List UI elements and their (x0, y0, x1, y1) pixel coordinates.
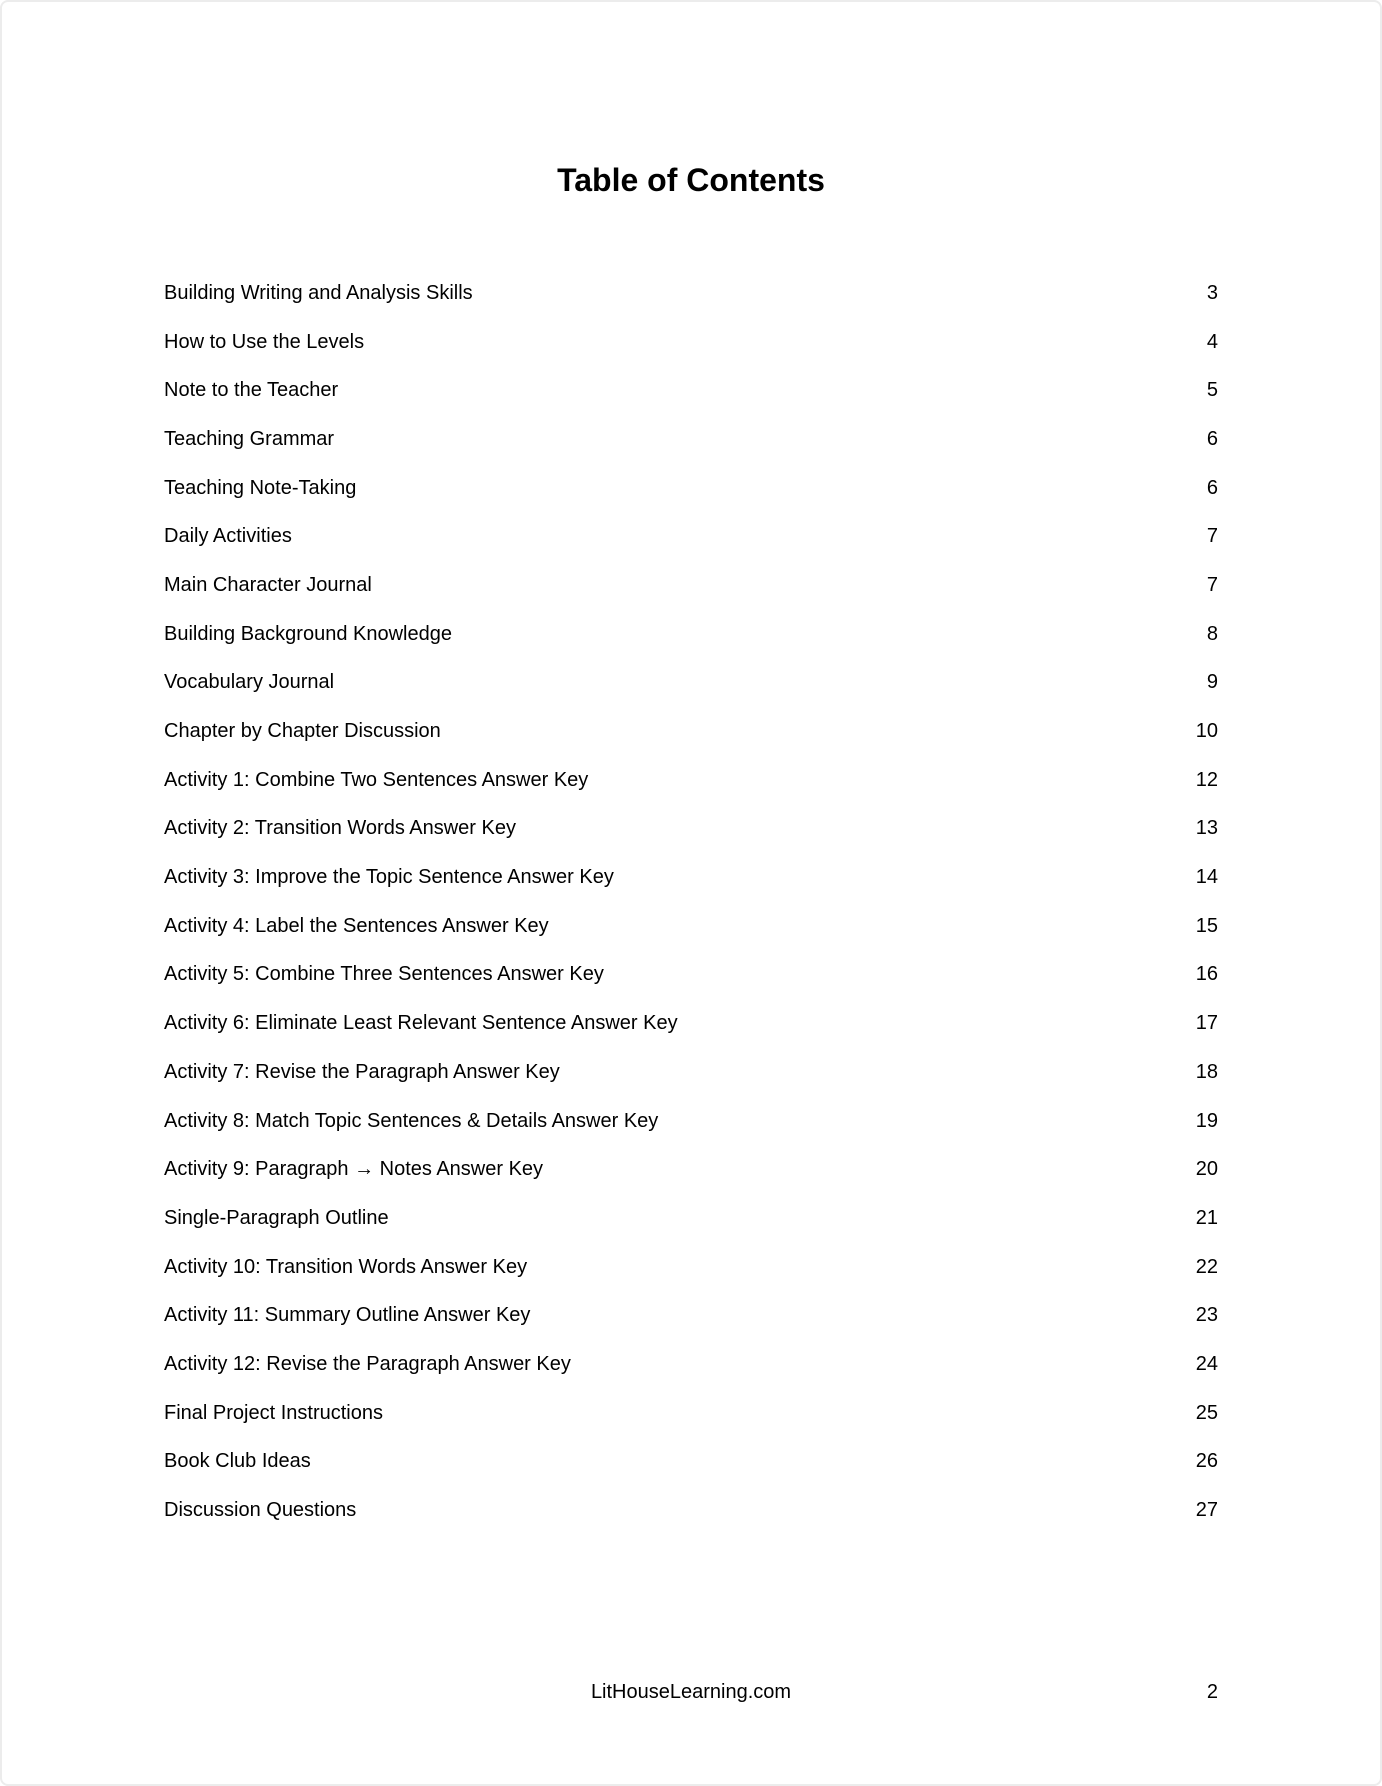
toc-entry-page-number: 19 (1195, 1109, 1218, 1132)
toc-entry-page-number: 7 (1206, 573, 1218, 596)
toc-row (164, 415, 1218, 464)
toc-row (164, 1486, 1218, 1535)
toc-row (164, 366, 1218, 415)
footer-site-name: LitHouseLearning.com (590, 1681, 792, 1703)
toc-row (164, 1438, 1218, 1487)
toc-entry-label: Final Project Instructions (164, 1401, 383, 1424)
toc-entry-page-number: 23 (1195, 1304, 1218, 1327)
toc-row (164, 805, 1218, 854)
toc-row (164, 902, 1218, 951)
toc-row (164, 1389, 1218, 1438)
toc-row (164, 1145, 1218, 1194)
toc-entry-page-number: 25 (1195, 1401, 1218, 1424)
toc-entry-label: Book Club Ideas (164, 1450, 311, 1473)
toc-row (164, 318, 1218, 367)
toc-entry-label: Activity 6: Eliminate Least Relevant Sentence Answer Key (164, 1012, 678, 1035)
footer-page-number: 2 (1206, 1681, 1218, 1703)
page-title: Table of Contents (557, 162, 825, 198)
toc-row (164, 1291, 1218, 1340)
toc-row (164, 1048, 1218, 1097)
toc-row (164, 756, 1218, 805)
toc-entry-page-number: 6 (1206, 476, 1218, 499)
toc-entry-page-number: 24 (1195, 1352, 1218, 1375)
toc-row (164, 561, 1218, 610)
toc-row (164, 269, 1218, 318)
toc-entry-label: Activity 3: Improve the Topic Sentence Answer Key (164, 866, 614, 889)
toc-entry-label: Chapter by Chapter Discussion (164, 720, 441, 743)
toc-entry-page-number: 18 (1195, 1060, 1218, 1083)
toc-row (164, 999, 1218, 1048)
toc-entry-page-number: 3 (1206, 281, 1218, 304)
toc-entry-page-number: 8 (1206, 622, 1218, 645)
toc-entry-page-number: 12 (1195, 768, 1218, 791)
toc-entry-page-number: 13 (1195, 817, 1218, 840)
table-of-contents (164, 269, 1218, 1535)
toc-row (164, 464, 1218, 513)
toc-entry-page-number: 27 (1195, 1499, 1218, 1522)
toc-entry-page-number: 14 (1195, 866, 1218, 889)
toc-entry-label: Main Character Journal (164, 573, 372, 596)
toc-entry-label: Activity 2: Transition Words Answer Key (164, 817, 516, 840)
toc-row (164, 1097, 1218, 1146)
toc-entry-page-number: 9 (1206, 671, 1218, 694)
toc-row (164, 951, 1218, 1000)
toc-entry-page-number: 17 (1195, 1012, 1218, 1035)
toc-row (164, 1340, 1218, 1389)
toc-entry-page-number: 7 (1206, 525, 1218, 548)
toc-entry-label: Activity 12: Revise the Paragraph Answer Key (164, 1352, 571, 1375)
toc-entry-label: Building Background Knowledge (164, 622, 452, 645)
toc-entry-page-number: 16 (1195, 963, 1218, 986)
toc-entry-page-number: 20 (1195, 1158, 1218, 1181)
toc-entry-page-number: 15 (1195, 914, 1218, 937)
toc-entry-label: Activity 8: Match Topic Sentences & Details Answer Key (164, 1109, 659, 1132)
toc-entry-label: Activity 4: Label the Sentences Answer Key (164, 914, 549, 937)
toc-entry-label: Single-Paragraph Outline (164, 1206, 389, 1229)
toc-entry-label: Teaching Note-Taking (164, 476, 357, 499)
toc-row (164, 1194, 1218, 1243)
toc-entry-page-number: 4 (1206, 330, 1218, 353)
page-footer (164, 1674, 1218, 1710)
toc-row (164, 610, 1218, 659)
toc-entry-page-number: 21 (1195, 1206, 1218, 1229)
toc-entry-label: Activity 7: Revise the Paragraph Answer Key (164, 1060, 560, 1083)
toc-entry-page-number: 10 (1195, 720, 1218, 743)
toc-entry-label: Activity 5: Combine Three Sentences Answer Key (164, 963, 604, 986)
toc-entry-label: Activity 9: Paragraph → Notes Answer Key (164, 1158, 544, 1181)
toc-entry-label: Teaching Grammar (164, 427, 335, 450)
toc-entry-label: Activity 11: Summary Outline Answer Key (164, 1304, 531, 1327)
toc-row (164, 707, 1218, 756)
toc-row (164, 1243, 1218, 1292)
toc-entry-label: Activity 1: Combine Two Sentences Answer Key (164, 768, 589, 791)
toc-entry-page-number: 5 (1206, 379, 1218, 402)
toc-row (164, 512, 1218, 561)
toc-entry-label: Vocabulary Journal (164, 671, 335, 694)
toc-entry-page-number: 22 (1195, 1255, 1218, 1278)
toc-entry-label: How to Use the Levels (164, 330, 365, 353)
toc-entry-label: Discussion Questions (164, 1499, 357, 1522)
toc-entry-page-number: 26 (1195, 1450, 1218, 1473)
toc-entry-page-number: 6 (1206, 427, 1218, 450)
toc-entry-label: Activity 10: Transition Words Answer Key (164, 1255, 528, 1278)
toc-entry-label: Building Writing and Analysis Skills (164, 281, 473, 304)
toc-entry-label: Daily Activities (164, 525, 292, 548)
toc-row (164, 853, 1218, 902)
toc-row (164, 659, 1218, 708)
toc-entry-label: Note to the Teacher (164, 379, 339, 402)
